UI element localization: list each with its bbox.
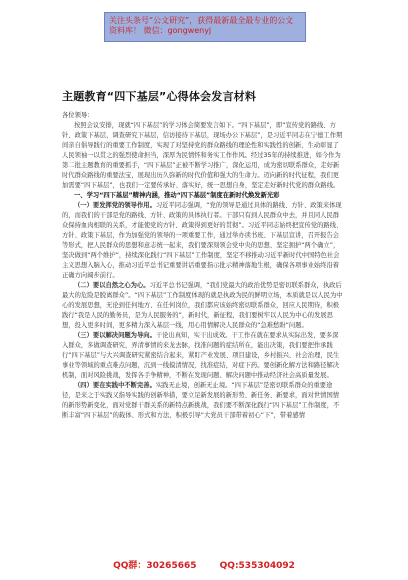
qq-text: QQ:535304092 [219, 561, 295, 571]
document-title: 主题教育“四下基层”心得体会发言材料 [62, 90, 257, 103]
promo-banner[interactable] [104, 12, 306, 42]
point-heading: （三）要以解决问题为导向。 [74, 332, 156, 339]
point-paragraph [62, 201, 344, 281]
promo-banner-text: 关注头条号“公文研究”，获得最新最全最专业的公文资料库！ 微信：gongwenyj [109, 16, 294, 35]
point-heading: （四）要在实践中不断完善。 [74, 382, 156, 389]
point-heading: （一）要发挥党的领导作用。 [74, 202, 156, 209]
salutation: 各位领导： [62, 112, 94, 119]
point-text: 习近平同志强调，“党的领导是通过具体的路线、方针、政策来体现的，而我们的干部是党的路线、方针、政策的具体执行者。干部只有到人民群众中去，并且同人民群众保持血肉相联的关系，才能使党的方针、政策得到更好的贯彻”。习近平同志始终把宣传党的路线、方针、政策下基层，作为加强党的领导的一项重要工作，通过举办读书班、下基层宣讲，召开报告会等形式，把人民群众的思想和意志统一起来，我们要深刻领会党中央的思想、坚定拥护“两个确立”，坚决做到“两个维护”，持续深化践行“四下基层”工作制度，坚定不移推动习近平新时代中国特色社会主义思想入脑入心，推动习近平总书记重要讲话重要指示批示精神落地生根，确保各项事业始终沿着正确方向阔步前行。 [62, 202, 343, 279]
qq-group-text: QQ群：30265665 [113, 561, 197, 571]
document-body [62, 111, 344, 421]
section-heading: 一、学习“四下基层”精神内涵，推动“四下基层”制度在新时代焕发新光彩 [74, 192, 280, 199]
point-paragraph [62, 331, 344, 381]
point-paragraph [62, 381, 344, 421]
intro-paragraph: 按照会议安排，现就“四下基层”的学习体会简要发言如下。“四下基层”，即“宣传党的路线、方针、政策下基层，调查研究下基层，信访接待下基层，现场办公下基层”，是习近平同志在宁德工作期间亲自倡导践行的重要工作制度，实现了对坚持党的群众路线的理论性和实践性的创新，生动彰显了人民领袖一以贯之的强烈使命担当，深厚为民情怀和务实工作作风。经过35年的持续推进，如今作为第二批主题教育的重要抓手，“四下基层”正被不断学习推广，深化运用，成为密切联系群众，走好新时代群众路线的重要法宝，展现出历久弥新的时代价值和强大的生命力。迈向新的时代征程，我们更加需要“四下基层”，也我们一定要传承好、落实好，统一思想自身，坚定走好新时代党的群众路线。 [62, 122, 343, 189]
point-heading: （二）要以自然之心为心。 [74, 282, 150, 289]
point-paragraph [62, 281, 344, 331]
point-text: 实践无止境，创新无止境。“四下基层”是密切联系群众的重要途径，是来之于实践又指导实践的创新举措，要立足新发展的新形势、新任务、新要求，面对世情国情的新形势新变化，面对党群干群关系的新特点新挑战，我们要不断深化践行“四下基层”工作制度，不断丰富“四下基层”的载体、形式和方法，积极引导“大党员干部带着初心“下”，带着感情 [62, 382, 340, 419]
point-text: 干论出真知，实干出成效。干工作在就在要求从实际出发，要多深入群众，多做调查研究，弄清事情的来龙去脉，找准问题的症结所在，能出决策，我们要把作承践行“四下基层”与大兴调查研究紧密结合起来，紧盯产业发展、项目建设，乡村振兴、社会治理，民生事业等领域的重点难点问题，沉到一线摸清情况，找准症结，对症下药。要创新化解方法和路径解决机制，面对风险挑战，发挥各手争精神，不断在发现问题、解决问题中推动经济社会高质量发展。 [62, 332, 340, 379]
point-text: 习近平总书记强调，“我们党最大的政治优势是密切联系群众，执政后最大的危险是脱离群众”。“四下基层”工作制度体现的就是执政为民的鲜明立场，本质就是以人民为中心的发展思想，无论到任何地方、在任何岗位，我们都应该始终密切联系群众，回应人民期待，积极践行“我是人民的勤务员，是为人民服务的”，新时代，新征程，我们要树牢以人民为中心的发展思想，投入更多时间，更多精力深入基层一线，用心用情解决人民群众的“急难愁盼”问题。 [62, 282, 343, 329]
footer-contact [0, 558, 408, 571]
